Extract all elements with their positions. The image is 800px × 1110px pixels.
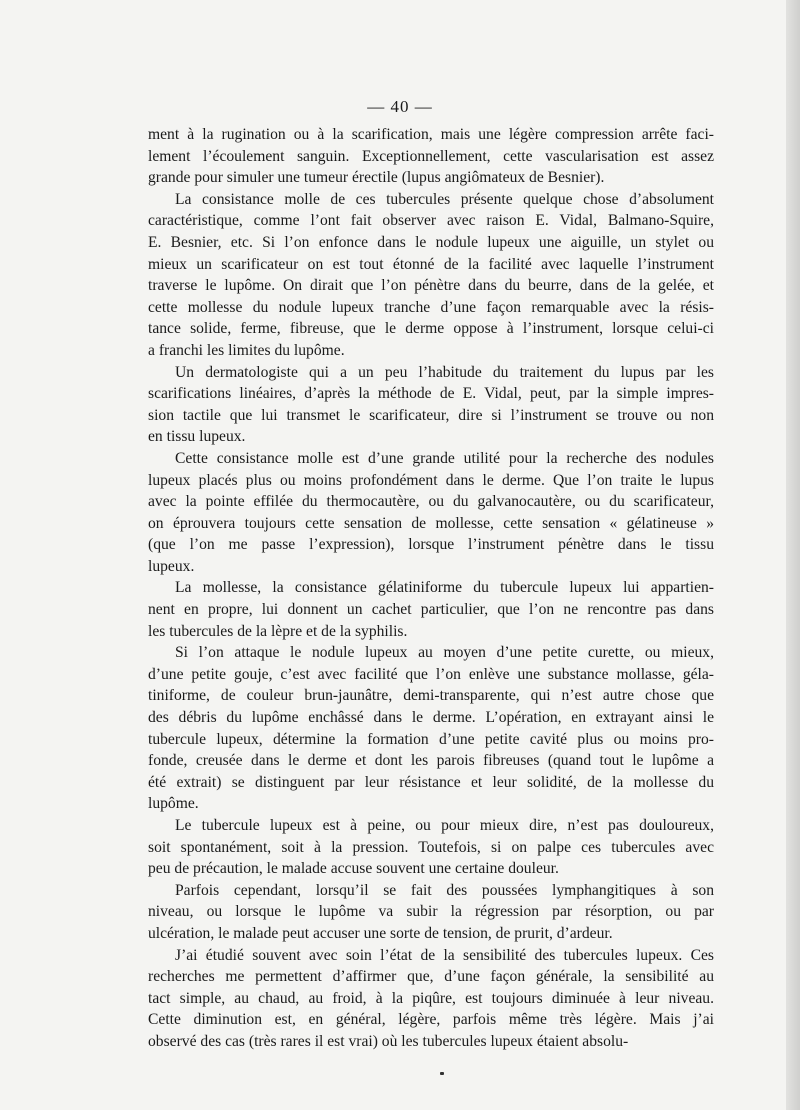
- text-line: avec la pointe effilée du thermocautère, ou du galvanocautère, ou du scarificateur,: [148, 493, 714, 511]
- text-line: ment à la rugination ou à la scarification, mais une légère compression arrête faci-: [148, 126, 714, 143]
- text-line: J’ai étudié souvent avec soin l’état de la sensibilité des tubercules lupeux. Ces: [175, 946, 714, 964]
- text-line: recherches me permettent d’affirmer que, d’une façon générale, la sensibilité au: [148, 968, 714, 986]
- text-line: traverse le lupôme. On dirait que l’on pénètre dans du beurre, dans de la gelée, et: [148, 277, 714, 295]
- text-line: Parfois cependant, lorsqu’il se fait des poussées lymphangitiques à son: [175, 881, 714, 899]
- text-line: lupeux.: [148, 557, 195, 575]
- text-line: Cette diminution est, en général, légère, parfois même très légère. Mais j’ai: [148, 1011, 714, 1029]
- page-number: — 40 —: [367, 97, 433, 116]
- text-line: on éprouvera toujours cette sensation de mollesse, cette sensation « gélatineuse »: [148, 514, 714, 532]
- text-line: Le tubercule lupeux est à peine, ou pour mieux dire, n’est pas douloureux,: [175, 817, 714, 834]
- text-line: La consistance molle de ces tubercules présente quelque chose d’absolument: [175, 190, 714, 208]
- text-line: E. Besnier, etc. Si l’on enfonce dans le nodule lupeux une aiguille, un stylet ou: [148, 233, 714, 251]
- page-edge-shadow: [786, 0, 800, 1110]
- text-line: grande pour simuler une tumeur érectile (lupus angiômateux de Besnier).: [148, 169, 605, 187]
- text-line: tiniforme, de couleur brun-jaunâtre, demi-transparente, qui n’est autre chose que: [148, 687, 714, 705]
- paragraph: [148, 815, 714, 880]
- text-line: niveau, ou lorsque le lupôme va subir la régression par résorption, ou par: [148, 903, 714, 921]
- text-line: d’une petite gouje, c’est avec facilité que l’on enlève une substance mollasse, géla-: [148, 665, 714, 683]
- ink-mark: [440, 1072, 444, 1075]
- text-line: lement l’écoulement sanguin. Exceptionnellement, cette vascularisation est assez: [148, 147, 714, 165]
- text-line: sion tactile que lui transmet le scarificateur, dire si l’instrument se trouve ou non: [148, 406, 714, 424]
- text-line: nent en propre, lui donnent un cachet particulier, que l’on ne rencontre pas dans: [148, 601, 714, 619]
- paragraph: [148, 124, 714, 189]
- paragraph: [148, 880, 714, 945]
- text-line: ulcération, le malade peut accuser une sorte de tension, de prurit, d’ardeur.: [148, 924, 613, 942]
- text-line: peu de précaution, le malade accuse souvent une certaine douleur.: [148, 860, 559, 878]
- text-line: mieux un scarificateur on est tout étonné de la facilité avec laquelle l’instrument: [148, 255, 714, 273]
- text-line: lupôme.: [148, 795, 199, 813]
- text-line: les tubercules de la lèpre et de la syphilis.: [148, 622, 408, 640]
- paragraph: [148, 189, 714, 362]
- text-line: caractéristique, comme l’ont fait observer avec raison E. Vidal, Balmano-Squire,: [148, 212, 714, 230]
- text-line: fonde, creusée dans le derme et dont les parois fibreuses (quand tout le lupôme a: [148, 752, 714, 770]
- paragraph: [148, 577, 714, 642]
- text-line: lupeux placés plus ou moins profondément dans le derme. Que l’on traite le lupus: [148, 471, 714, 489]
- text-line: cette mollesse du nodule lupeux tranche d’une façon remarquable avec la résis-: [148, 298, 714, 316]
- text-line: tubercule lupeux, détermine la formation d’une petite cavité plus ou moins pro-: [148, 730, 714, 748]
- text-line: soit spontanément, soit à la pression. Toutefois, si on palpe ces tubercules avec: [148, 838, 714, 856]
- text-line: La mollesse, la consistance gélatiniforme du tubercule lupeux lui appartien-: [175, 579, 714, 597]
- text-line: observé des cas (très rares il est vrai) où les tubercules lupeux étaient absolu-: [148, 1032, 629, 1050]
- text-line: a franchi les limites du lupôme.: [148, 341, 345, 359]
- paragraph: [148, 945, 714, 1053]
- paragraph: [148, 642, 714, 815]
- text-line: Un dermatologiste qui a un peu l’habitude du traitement du lupus par les: [175, 363, 714, 381]
- text-line: des débris du lupôme enchâssé dans le derme. L’opération, en extrayant ainsi le: [148, 709, 714, 727]
- text-line: tance solide, ferme, fibreuse, que le derme oppose à l’instrument, lorsque celui-ci: [148, 320, 714, 338]
- text-line: Si l’on attaque le nodule lupeux au moyen d’une petite curette, ou mieux,: [175, 644, 714, 662]
- text-line: été extrait) se distinguent par leur résistance et leur solidité, de la mollesse du: [148, 773, 714, 791]
- text-line: scarifications linéaires, d’après la méthode de E. Vidal, peut, par la simple impres-: [148, 385, 714, 403]
- body-text: [148, 124, 714, 1053]
- text-line: (que l’on me passe l’expression), lorsque l’instrument pénètre dans le tissu: [148, 536, 714, 554]
- paragraph: [148, 448, 714, 578]
- text-line: tact simple, au chaud, au froid, à la piqûre, est toujours diminuée à leur niveau.: [148, 989, 714, 1007]
- paragraph: [148, 362, 714, 448]
- text-line: en tissu lupeux.: [148, 428, 246, 446]
- text-line: Cette consistance molle est d’une grande utilité pour la recherche des nodules: [175, 449, 714, 467]
